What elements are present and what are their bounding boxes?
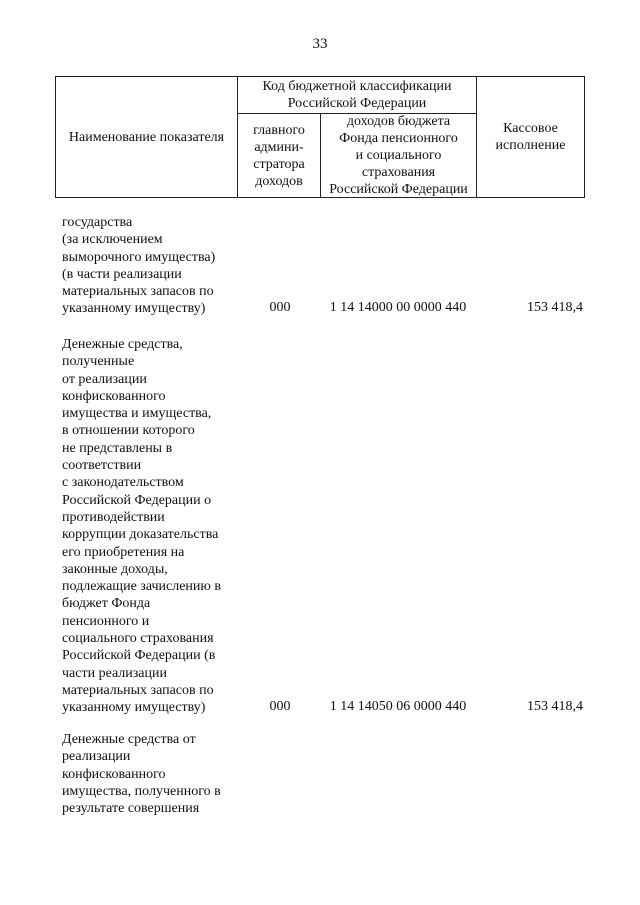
row-amount: 153 418,4 xyxy=(527,699,583,714)
column-header-indicator: Наименование показателя xyxy=(68,129,225,145)
page-number: 33 xyxy=(312,36,328,52)
table-header xyxy=(55,76,585,198)
row-admin-code: 000 xyxy=(269,699,291,714)
row-budget-code: 1 14 14050 06 0000 440 xyxy=(329,699,467,714)
row-admin-code: 000 xyxy=(269,300,291,315)
row-name: Денежные средства от реализации конфискованного имущества, полученного в результате совершения xyxy=(62,732,221,817)
column-header-fund-revenue: доходов бюджета Фонда пенсионного и социального страхования Российской Федерации xyxy=(329,114,468,197)
row-budget-code: 1 14 14000 00 0000 440 xyxy=(329,300,467,315)
column-header-cash-execution: Кассовое исполнение xyxy=(495,121,566,153)
row-amount: 153 418,4 xyxy=(527,300,583,315)
row-name: государства (за исключением выморочного имущества) (в части реализации материальных запасов по указанному имуществу) xyxy=(62,215,216,317)
column-group-budget-classification: Код бюджетной классификации Российской Федерации xyxy=(262,79,452,111)
row-name: Денежные средства, полученные от реализации конфискованного имущества и имущества, в отношении которого не представлены в соответствии с законодательством Российской Федерации о противодействии коррупции доказательства его приобретения на законные доходы, подлежащие зачислению в бюджет Фонда пенсионного и социального страхования Российской Федерации (в части реализации материальных запасов по указанному имуществу) xyxy=(62,337,221,716)
column-header-main-admin: главного админи- стратора доходов xyxy=(253,122,305,189)
